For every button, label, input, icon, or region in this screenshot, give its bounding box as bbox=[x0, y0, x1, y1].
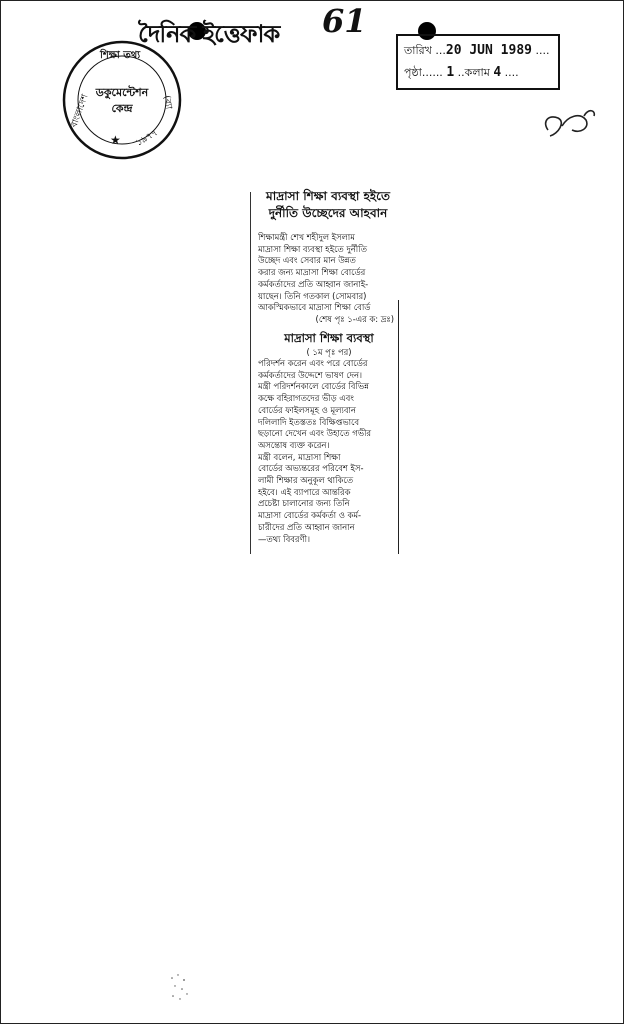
body-line: বোর্ডের অভ্যন্তরের পরিবেশ ইস- bbox=[258, 463, 364, 474]
page-label: পৃষ্ঠা bbox=[404, 66, 422, 79]
column-value: 4 bbox=[493, 65, 502, 80]
continuation-headline: মাদ্রাসা শিক্ষা ব্যবস্থা bbox=[284, 331, 374, 345]
body-line: —তথ্য বিবরণী। bbox=[258, 533, 310, 544]
article-headline bbox=[258, 188, 398, 222]
seal-center-line2: কেন্দ্র bbox=[111, 102, 133, 115]
body-line: কর্মকর্তাদের প্রতি আহ্বান জানাই- bbox=[258, 278, 369, 289]
article-paragraph-2 bbox=[258, 358, 396, 545]
body-line: শিক্ষামন্ত্রী শেখ শহীদুল ইসলাম bbox=[258, 232, 355, 242]
body-line: মাদ্রাসা বোর্ডের কর্মকর্তা ও কর্ম- bbox=[258, 510, 362, 521]
page-value: 1 bbox=[446, 65, 455, 80]
article-paragraph-1 bbox=[258, 232, 394, 326]
scan-speckle bbox=[168, 972, 192, 1002]
column-label: কলাম bbox=[464, 66, 490, 79]
body-line: বোর্ডের ফাইলসমূহ ও মূল্যবান bbox=[258, 404, 356, 415]
body-line: প্রচেষ্টা চালানোর জন্য তিনি bbox=[258, 498, 350, 509]
body-line: হইবে। এই ব্যাপারে আন্তরিক bbox=[258, 486, 351, 497]
seal-left-arc-text: বাংলাদেশ bbox=[69, 93, 91, 130]
body-line: অসন্তোষ ব্যক্ত করেন। bbox=[258, 439, 330, 450]
page-number: 61 bbox=[322, 2, 367, 40]
continuation-note: (শেষ পৃঃ ১-এর ক: দ্রঃ) bbox=[315, 313, 394, 324]
headline-line: মাদ্রাসা শিক্ষা ব্যবস্থা হইতে bbox=[266, 189, 390, 203]
date-value: 20 JUN 1989 bbox=[445, 43, 532, 58]
page-column-row: পৃষ্ঠা...... 1 ..কলাম 4 .... bbox=[404, 65, 519, 80]
seal-center-line1: ডকুমেন্টেশন bbox=[95, 86, 149, 99]
body-line: কর্মকর্তাদের উদ্দেশে ভাষণ দেন। bbox=[258, 369, 362, 380]
handwritten-annotation bbox=[540, 100, 600, 150]
body-line: পরিদর্শন করেন এবং পরে বোর্ডের bbox=[258, 358, 368, 368]
body-line: মাদ্রাসা শিক্ষা ব্যবস্থা হইতে দুর্নীতি bbox=[258, 243, 367, 254]
body-line: য়াছেন। তিনি গতকাল (সোমবার) bbox=[258, 290, 367, 301]
body-line: আকস্মিকভাবে মাদ্রাসা শিক্ষা বোর্ড bbox=[258, 302, 371, 313]
body-line: লামী শিক্ষার অনুকূল থাকিতে bbox=[258, 475, 353, 486]
seal-top-arc-text: শিক্ষা তথ্য bbox=[100, 50, 141, 61]
body-line: চারীদের প্রতি আহ্বান জানান bbox=[258, 521, 355, 532]
clipping-left-edge bbox=[250, 192, 251, 554]
body-line: মন্ত্রী পরিদর্শনকালে বোর্ডের বিভিন্ন bbox=[258, 381, 369, 392]
seal-bottom-arc-text: ১৯৭৭ bbox=[134, 128, 160, 149]
body-line: উচ্ছেদ এবং সেবার মান উন্নত bbox=[258, 255, 356, 266]
body-line: কক্ষে বহিরাগতদের ভীড় এবং bbox=[258, 393, 354, 404]
date-label: তারিখ bbox=[404, 44, 432, 57]
annotation-text: ৩৩ bbox=[540, 148, 542, 149]
headline-line: দুর্নীতি উচ্ছেদের আহবান bbox=[268, 206, 388, 220]
continuation-reference: ( ১ম পৃঃ পর) bbox=[306, 347, 352, 357]
clipping-right-edge bbox=[398, 300, 399, 554]
documentation-center-seal bbox=[60, 38, 184, 162]
body-line: দলিলাদি ইতস্ততঃ বিক্ষিপ্তভাবে bbox=[258, 416, 360, 427]
seal-star-icon: ★ bbox=[110, 133, 121, 147]
body-line: ছড়ানো দেখেন এবং উহাতে গভীর bbox=[258, 428, 371, 439]
body-line: করার জন্য মাদ্রাসা শিক্ষা বোর্ডের bbox=[258, 267, 366, 278]
date-stamp-box bbox=[396, 34, 560, 90]
newspaper-masthead: দৈনিক ইত্তেফাক bbox=[138, 19, 280, 48]
seal-right-arc-text: (ব্যা bbox=[161, 94, 174, 111]
date-row: তারিখ ...20 JUN 1989 .... bbox=[404, 43, 550, 58]
body-line: মন্ত্রী বলেন, মাদ্রাসা শিক্ষা bbox=[258, 451, 341, 462]
